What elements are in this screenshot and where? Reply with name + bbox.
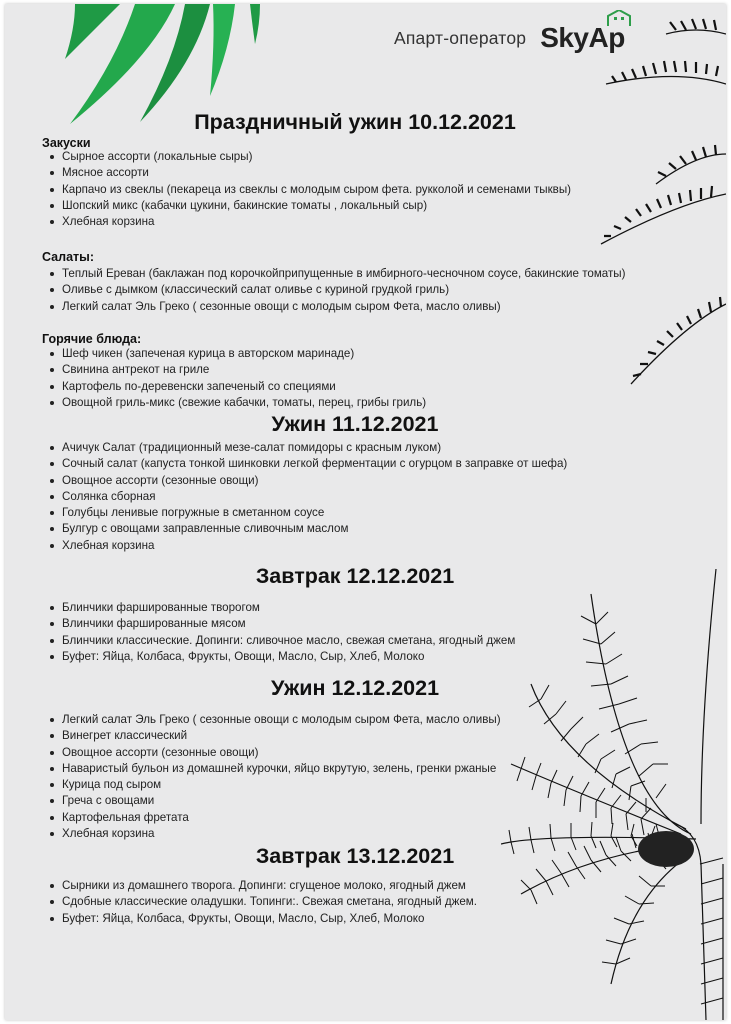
list-item: Сочный салат (капуста тонкой шинковки легкой ферментации с огурцом в заправке от шефа) — [62, 456, 567, 472]
list-item: Оливье с дымком (классический салат оливье с куриной грудкой гриль) — [62, 282, 626, 298]
menu-list — [62, 346, 426, 411]
section-title: Праздничный ужин 10.12.2021 — [194, 110, 516, 134]
list-item: Овощное ассорти (сезонные овощи) — [62, 745, 501, 761]
list-item: Хлебная корзина — [62, 826, 501, 842]
list-item: Ачичук Салат (традиционный мезе-салат помидоры с красным луком) — [62, 440, 567, 456]
section-title: Ужин 11.12.2021 — [271, 412, 439, 436]
group-heading: Горячие блюда: — [42, 332, 142, 346]
menu-list — [62, 712, 501, 842]
list-item: Хлебная корзина — [62, 538, 567, 554]
menu-page — [5, 4, 726, 1020]
list-item: Блинчики классические. Допинги: сливочное масло, свежая сметана, ягодный джем — [62, 633, 515, 649]
list-item: Карпачо из свеклы (пекареца из свеклы с молодым сыром фета. рукколой и семенами тыквы) — [62, 182, 571, 198]
palm-fronds-decoration — [596, 14, 726, 394]
list-item: Блинчики фаршированные творогом — [62, 600, 515, 616]
brand-logo — [540, 22, 625, 54]
list-item: Буфет: Яйца, Колбаса, Фрукты, Овощи, Масло, Сыр, Хлеб, Молоко — [62, 649, 515, 665]
list-item: Булгур с овощами заправленные сливочным маслом — [62, 521, 567, 537]
list-item: Наваристый бульон из домашней курочки, яйцо вкрутую, зелень, гренки ржаные — [62, 761, 501, 777]
list-item: Свинина антрекот на гриле — [62, 362, 426, 378]
list-item: Буфет: Яйца, Колбаса, Фрукты, Овощи, Масло, Сыр, Хлеб, Молоко — [62, 911, 477, 927]
brand-logo-text: SkyAp — [540, 22, 625, 53]
list-item: Голубцы ленивые погружные в сметанном соусе — [62, 505, 567, 521]
group-heading: Салаты: — [42, 250, 94, 264]
menu-list — [62, 149, 571, 230]
section-title: Завтрак 13.12.2021 — [255, 844, 455, 868]
list-item: Картофель по-деревенски запеченый со специями — [62, 379, 426, 395]
section-title: Завтрак 12.12.2021 — [255, 564, 455, 588]
brand-header — [394, 18, 625, 58]
palm-tree-decoration — [501, 564, 726, 1020]
brand-tagline: Апарт-оператор — [394, 27, 527, 48]
list-item: Солянка сборная — [62, 489, 567, 505]
list-item: Сырное ассорти (локальные сыры) — [62, 149, 571, 165]
group-heading: Закуски — [42, 136, 91, 150]
list-item: Винегрет классический — [62, 728, 501, 744]
list-item: Курица под сыром — [62, 777, 501, 793]
list-item: Шопский микс (кабачки цукини, бакинские томаты , локальный сыр) — [62, 198, 571, 214]
list-item: Влинчики фаршированные мясом — [62, 616, 515, 632]
list-item: Овощной гриль-микс (свежие кабачки, томаты, перец, грибы гриль) — [62, 395, 426, 411]
section-title: Ужин 12.12.2021 — [270, 676, 440, 700]
list-item: Сырники из домашнего творога. Допинги: сгущеное молоко, ягодный джем — [62, 878, 477, 894]
list-item: Картофельная фретата — [62, 810, 501, 826]
menu-list — [62, 440, 567, 554]
menu-list — [62, 600, 515, 665]
list-item: Сдобные классические оладушки. Топинги:. Свежая сметана, ягодный джем. — [62, 894, 477, 910]
menu-list — [62, 266, 626, 315]
menu-list — [62, 878, 477, 927]
list-item: Теплый Ереван (баклажан под корочкойприпущенные в имбирного-чесночном соусе, бакинские томаты) — [62, 266, 626, 282]
building-logo-icon — [606, 10, 632, 26]
list-item: Овощное ассорти (сезонные овощи) — [62, 473, 567, 489]
list-item: Хлебная корзина — [62, 214, 571, 230]
list-item: Легкий салат Эль Греко ( сезонные овощи с молодым сыром Фета, масло оливы) — [62, 712, 501, 728]
list-item: Легкий салат Эль Греко ( сезонные овощи с молодым сыром Фета, масло оливы) — [62, 299, 626, 315]
list-item: Шеф чикен (запеченая курица в авторском маринаде) — [62, 346, 426, 362]
list-item: Греча с овощами — [62, 793, 501, 809]
list-item: Мясное ассорти — [62, 165, 571, 181]
